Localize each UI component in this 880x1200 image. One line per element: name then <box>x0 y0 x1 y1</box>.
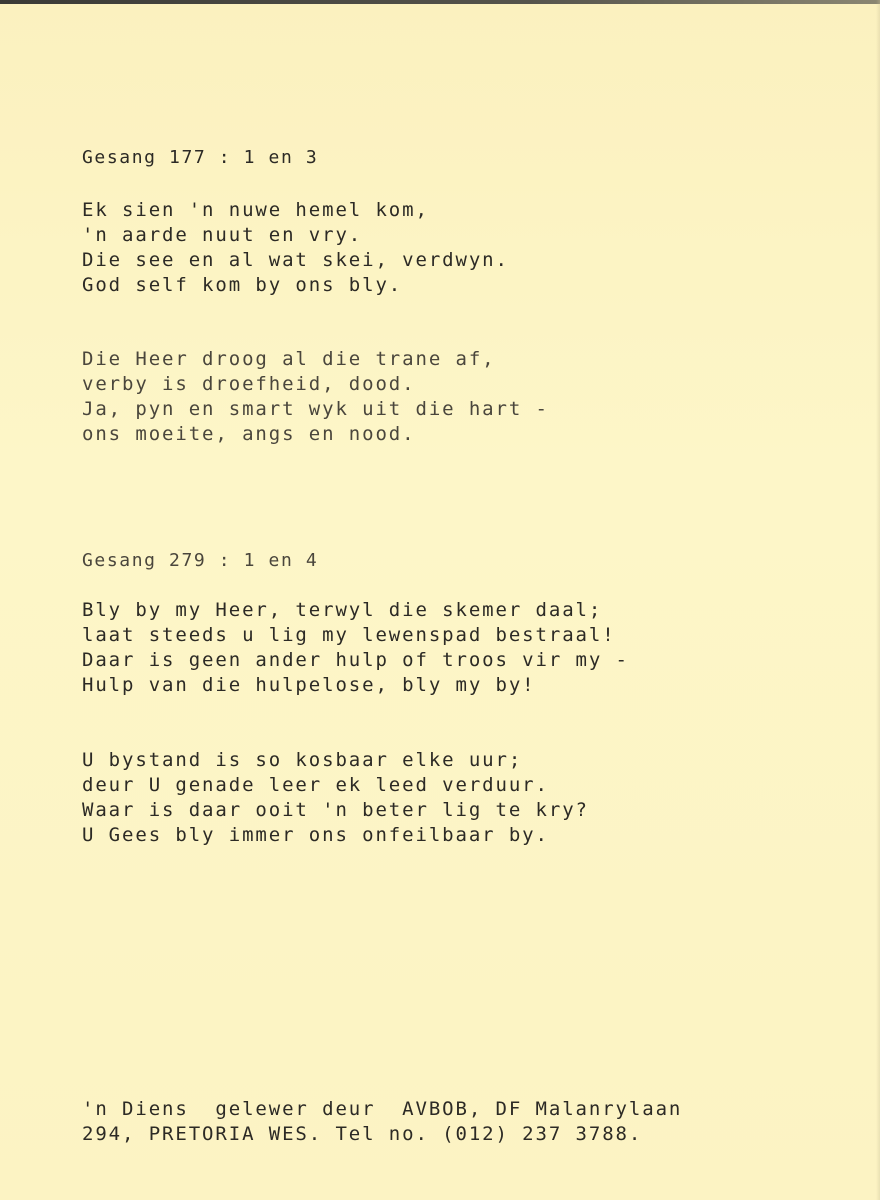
hymn-177-title-block <box>82 146 318 170</box>
hymn-title: Gesang 177 : 1 en 3 <box>82 147 319 168</box>
footer-line: 294, PRETORIA WES. Tel no. (012) 237 3788. <box>82 1123 643 1145</box>
verse-line: Hulp van die hulpelose, bly my by! <box>82 674 536 696</box>
footer-notice <box>82 1097 682 1147</box>
verse-line: deur U genade leer ek leed verduur. <box>82 774 549 796</box>
verse-line: Ek sien 'n nuwe hemel kom, <box>82 199 429 221</box>
hymn-279-title-block <box>82 549 318 573</box>
verse-line: Die Heer droog al die trane af, <box>82 348 496 370</box>
verse-line: U Gees bly immer ons onfeilbaar by. <box>82 824 549 846</box>
page-top-edge <box>0 0 880 4</box>
verse-line: laat steeds u lig my lewenspad bestraal! <box>82 624 616 646</box>
verse-line: Die see en al wat skei, verdwyn. <box>82 249 509 271</box>
verse-line: U bystand is so kosbaar elke uur; <box>82 749 523 771</box>
hymn-177-verse-3 <box>82 347 549 447</box>
verse-line: Bly by my Heer, terwyl die skemer daal; <box>82 599 603 621</box>
verse-line: 'n aarde nuut en vry. <box>82 224 363 246</box>
hymn-279-verse-4 <box>82 748 589 848</box>
verse-line: Daar is geen ander hulp of troos vir my - <box>82 649 629 671</box>
hymn-title: Gesang 279 : 1 en 4 <box>82 550 319 571</box>
verse-line: ons moeite, angs en nood. <box>82 423 416 445</box>
verse-line: Ja, pyn en smart wyk uit die hart - <box>82 398 549 420</box>
page-right-edge <box>876 0 880 1200</box>
hymn-177-verse-1 <box>82 198 509 298</box>
hymn-279-verse-1 <box>82 598 629 698</box>
footer-line: 'n Diens gelewer deur AVBOB, DF Malanrylaan <box>82 1098 683 1120</box>
verse-line: verby is droefheid, dood. <box>82 373 416 395</box>
verse-line: Waar is daar ooit 'n beter lig te kry? <box>82 799 589 821</box>
verse-line: God self kom by ons bly. <box>82 274 403 296</box>
